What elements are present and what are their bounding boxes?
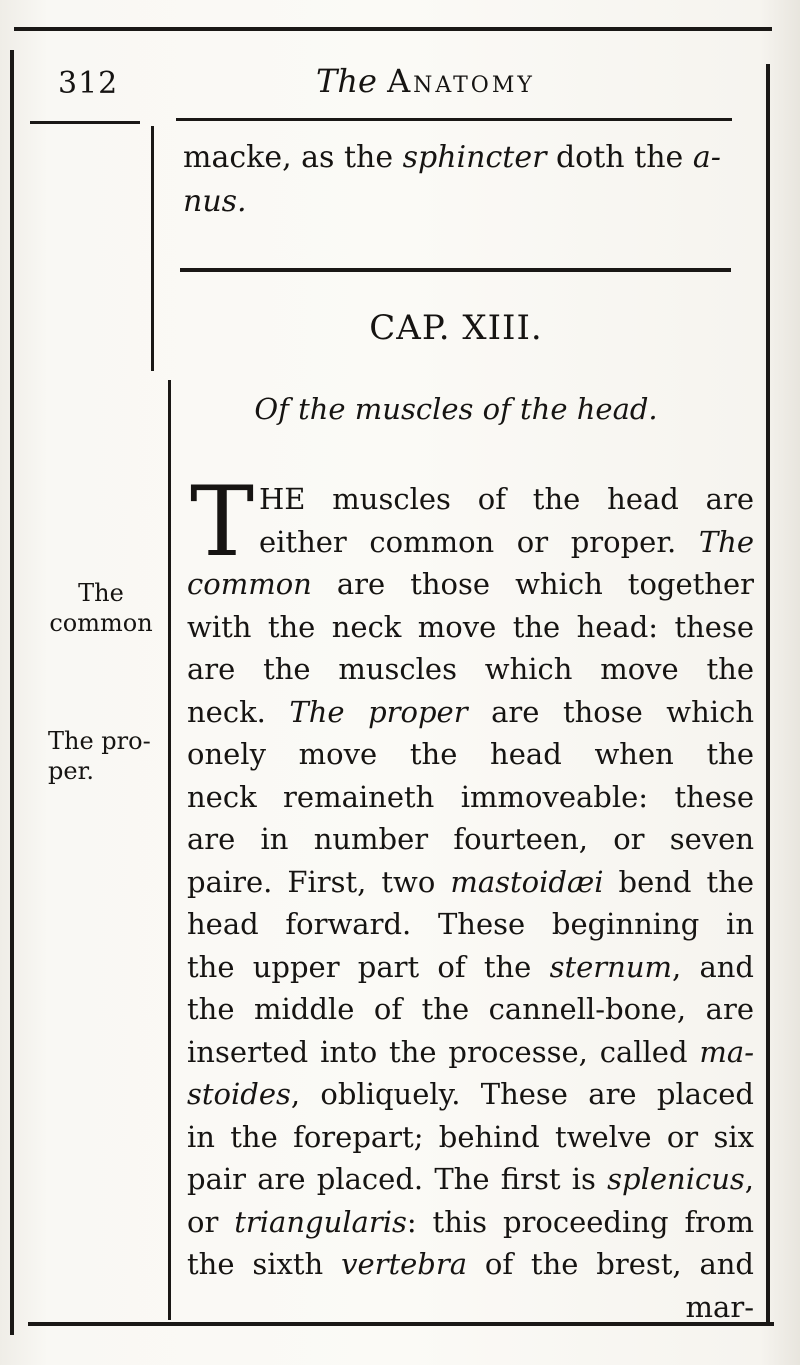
text-span: vertebra bbox=[341, 1247, 468, 1281]
text-span: ma- bbox=[699, 1034, 754, 1069]
margin-note-line: per. bbox=[48, 757, 95, 785]
text-span: : this proceeding from bbox=[406, 1204, 754, 1239]
text-span: are in number fourteen, or seven bbox=[187, 822, 754, 856]
text-span: or bbox=[187, 1204, 235, 1239]
text-span: mastoidæi bbox=[450, 864, 604, 899]
text-line bbox=[187, 1158, 754, 1201]
text-line bbox=[187, 606, 754, 649]
text-span: neck. bbox=[187, 694, 290, 729]
text-span: in the forepart; behind twelve or six bbox=[187, 1119, 754, 1154]
margin-note-common bbox=[36, 578, 166, 638]
running-head bbox=[316, 62, 535, 100]
text-line bbox=[187, 988, 754, 1031]
page-number: 312 bbox=[58, 66, 119, 101]
text-line bbox=[187, 776, 754, 819]
text-span: with the neck move the head: these bbox=[187, 609, 754, 644]
continuation-text-span: macke, as the bbox=[183, 140, 403, 175]
drop-cap: T bbox=[190, 466, 255, 578]
text-line bbox=[187, 563, 754, 606]
chapter-subtitle: Of the muscles of the head. bbox=[254, 392, 658, 426]
text-span: HE muscles of the head are bbox=[259, 482, 754, 516]
running-head-title: Anatomy bbox=[387, 62, 535, 100]
margin-note-line: The bbox=[78, 579, 124, 607]
term-sphincter: sphincter bbox=[402, 140, 547, 175]
text-line bbox=[187, 903, 754, 946]
text-span: pair are placed. The first is bbox=[187, 1162, 608, 1196]
text-span: either common or proper. bbox=[259, 524, 699, 559]
header-rule-right bbox=[176, 118, 732, 121]
text-line bbox=[187, 1073, 754, 1116]
text-line bbox=[187, 648, 754, 691]
text-span: onely move the head when the bbox=[187, 737, 754, 771]
text-span: common bbox=[187, 567, 312, 601]
frame-right-rule bbox=[766, 64, 770, 1326]
text-span: The proper bbox=[289, 694, 468, 729]
text-span: paire. First, two bbox=[187, 864, 451, 899]
text-span: sternum bbox=[549, 949, 672, 984]
text-span: neck remaineth immoveable: these bbox=[187, 779, 754, 814]
text-line bbox=[187, 818, 754, 861]
catchword: mar- bbox=[685, 1289, 754, 1324]
text-span: , bbox=[744, 1162, 754, 1196]
text-span: bend the bbox=[603, 864, 754, 899]
text-line bbox=[187, 1243, 754, 1286]
text-span: are those which together bbox=[311, 567, 754, 601]
margin-note-line: The pro- bbox=[48, 727, 151, 755]
text-span: head forward. These beginning in bbox=[187, 907, 754, 941]
text-span: are the muscles which move the bbox=[187, 652, 754, 686]
continuation-text-span: a- bbox=[692, 140, 721, 175]
text-span: the middle of the cannell-bone, are bbox=[187, 992, 754, 1026]
text-line bbox=[187, 861, 754, 904]
text-line bbox=[187, 1286, 754, 1329]
text-span: inserted into the processe, called bbox=[187, 1034, 700, 1069]
text-span: the upper part of the bbox=[187, 949, 550, 984]
text-span: , obliquely. These are placed bbox=[290, 1077, 754, 1111]
text-line bbox=[187, 1116, 754, 1159]
frame-top-rule bbox=[14, 27, 772, 31]
margin-note-proper bbox=[36, 726, 178, 786]
chapter-rule bbox=[180, 268, 731, 272]
text-line bbox=[187, 1031, 754, 1074]
running-head-article: The bbox=[316, 62, 377, 100]
continuation-text-span: nus. bbox=[183, 184, 247, 219]
text-span: are those which bbox=[467, 694, 755, 729]
continuation-text bbox=[183, 136, 743, 224]
text-line bbox=[187, 1201, 754, 1244]
text-span: triangularis bbox=[234, 1204, 407, 1239]
text-span: The bbox=[698, 524, 754, 559]
text-line bbox=[187, 478, 754, 521]
margin-note-line: common bbox=[49, 609, 153, 637]
body-text bbox=[187, 466, 755, 1328]
continuation-text-span: doth the bbox=[546, 140, 693, 175]
text-line bbox=[187, 521, 754, 564]
text-line bbox=[187, 946, 754, 989]
margin-rule-upper bbox=[151, 126, 154, 371]
text-span: of the brest, and bbox=[467, 1247, 755, 1281]
text-line bbox=[187, 733, 754, 776]
frame-left-rule bbox=[10, 50, 14, 1335]
text-span: stoides bbox=[187, 1077, 291, 1111]
header-rule-left bbox=[30, 121, 140, 124]
text-line bbox=[187, 691, 754, 734]
text-span: the sixth bbox=[187, 1247, 342, 1281]
margin-rule-lower bbox=[168, 380, 171, 1320]
chapter-title: CAP. XIII. bbox=[369, 308, 543, 348]
text-span: , and bbox=[672, 949, 754, 984]
text-span: splenicus bbox=[607, 1162, 745, 1196]
